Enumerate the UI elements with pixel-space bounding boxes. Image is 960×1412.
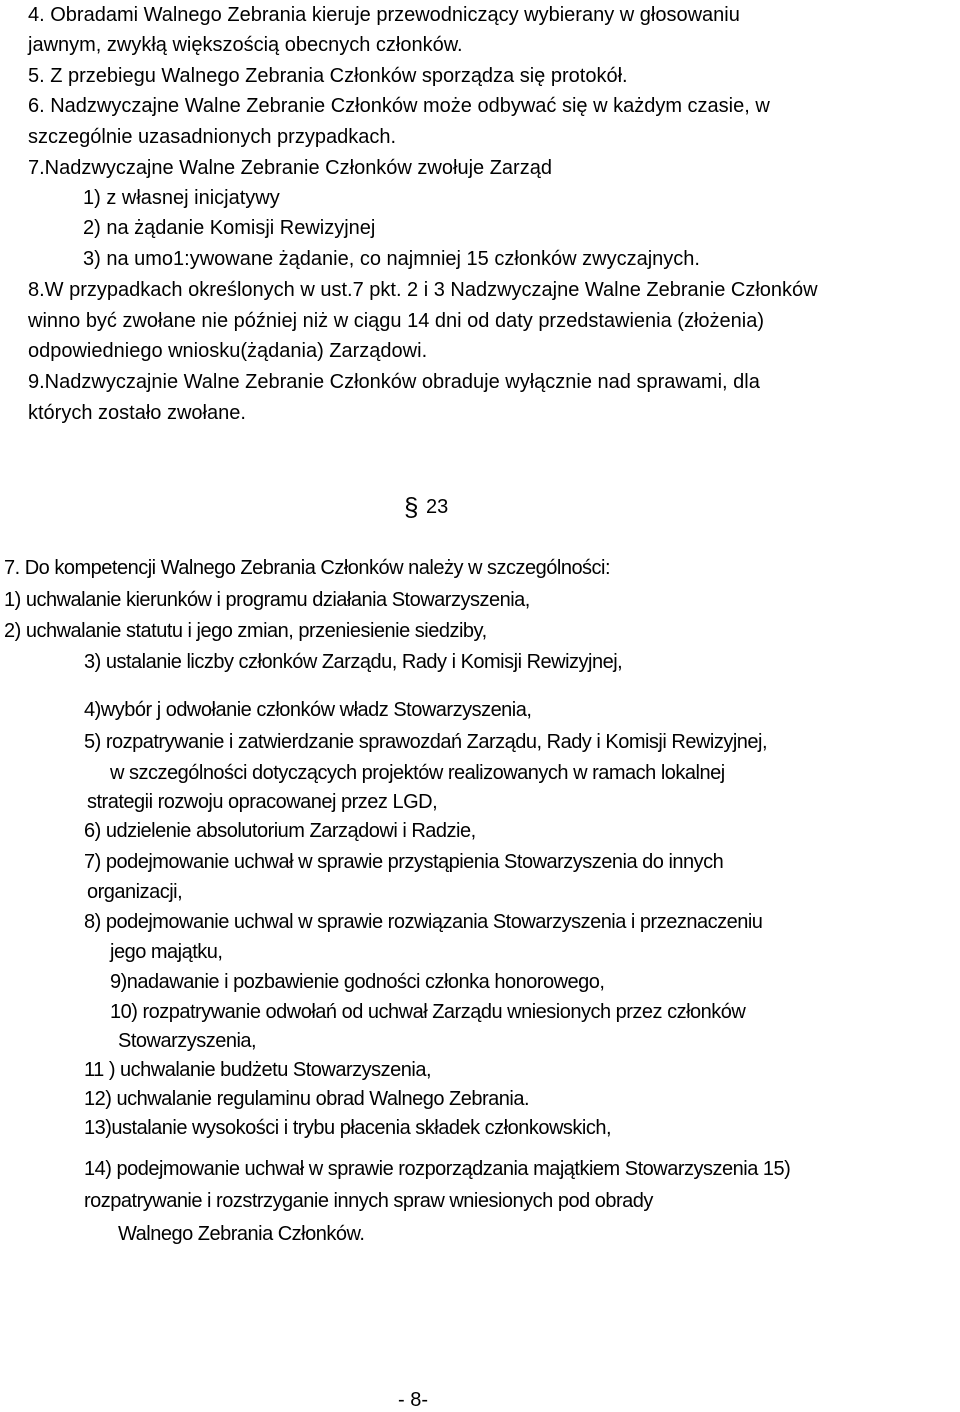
paragraph-8-line-3: odpowiedniego wniosku(żądania) Zarządowi. xyxy=(28,340,428,362)
competence-item-4: 4)wybór j odwołanie członków władz Stowarzyszenia, xyxy=(84,699,532,721)
competence-item-12: 12) uchwalanie regulaminu obrad Walnego Zebrania. xyxy=(84,1088,530,1110)
competence-item-2: 2) uchwalanie statutu i jego zmian, przeniesienie siedziby, xyxy=(4,620,487,642)
competence-item-11: 11 ) uchwalanie budżetu Stowarzyszenia, xyxy=(84,1059,432,1081)
paragraph-6-line-1: 6. Nadzwyczajne Walne Zebranie Członków może odbywać się w każdym czasie, w xyxy=(28,95,770,117)
paragraph-7-item-2: 2) na żądanie Komisji Rewizyjnej xyxy=(83,217,376,239)
competence-item-9: 9)nadawanie i pozbawienie godności członka honorowego, xyxy=(110,971,605,993)
competences-intro: 7. Do kompetencji Walnego Zebrania Członków należy w szczególności: xyxy=(4,557,611,579)
competence-item-5-line-1: 5) rozpatrywanie i zatwierdzanie sprawozdań Zarządu, Rady i Komisji Rewizyjnej, xyxy=(84,731,768,753)
paragraph-8-line-2: winno być zwołane nie później niż w ciągu 14 dni od daty przedstawienia (złożenia) xyxy=(28,310,764,332)
paragraph-5: 5. Z przebiegu Walnego Zebrania Członków sporządza się protokół. xyxy=(28,65,628,87)
competence-item-14-line-1: 14) podejmowanie uchwał w sprawie rozporządzania majątkiem Stowarzyszenia 15) xyxy=(84,1158,791,1180)
paragraph-6-line-2: szczególnie uzasadnionych przypadkach. xyxy=(28,126,396,148)
competence-item-8-line-2: jego majątku, xyxy=(110,941,223,963)
section-sign-icon: § xyxy=(404,492,419,522)
paragraph-4-line-1: 4. Obradami Walnego Zebrania kieruje przewodniczący wybierany w głosowaniu xyxy=(28,4,740,26)
paragraph-7-item-1: 1) z własnej inicjatywy xyxy=(83,187,280,209)
competence-item-10-line-2: Stowarzyszenia, xyxy=(118,1030,257,1052)
paragraph-9-line-1: 9.Nadzwyczajnie Walne Zebranie Członków obraduje wyłącznie nad sprawami, dla xyxy=(28,371,760,393)
competence-item-6: 6) udzielenie absolutorium Zarządowi i Radzie, xyxy=(84,820,476,842)
paragraph-number: 23 xyxy=(426,496,449,518)
paragraph-9-line-2: których zostało zwołane. xyxy=(28,402,246,424)
competence-item-7-line-2: organizacji, xyxy=(87,881,183,903)
competence-item-13: 13)ustalanie wysokości i trybu płacenia składek członkowskich, xyxy=(84,1117,612,1139)
competence-item-10-line-1: 10) rozpatrywanie odwołań od uchwał Zarządu wniesionych przez członków xyxy=(110,1001,746,1023)
paragraph-8-line-1: 8.W przypadkach określonych w ust.7 pkt. 2 i 3 Nadzwyczajne Walne Zebranie Członków xyxy=(28,279,818,301)
competence-item-7-line-1: 7) podejmowanie uchwał w sprawie przystąpienia Stowarzyszenia do innych xyxy=(84,851,724,873)
paragraph-7-item-3: 3) na umo1:ywowane żądanie, co najmniej 15 członków zwyczajnych. xyxy=(83,248,700,270)
competence-item-5-line-2: w szczególności dotyczących projektów realizowanych w ramach lokalnej xyxy=(110,762,725,784)
competence-item-8-line-1: 8) podejmowanie uchwal w sprawie rozwiązania Stowarzyszenia i przeznaczeniu xyxy=(84,911,763,933)
competence-item-1: 1) uchwalanie kierunków i programu działania Stowarzyszenia, xyxy=(4,589,530,611)
page-number: - 8- xyxy=(398,1389,428,1411)
paragraph-7-heading: 7.Nadzwyczajne Walne Zebranie Członków zwołuje Zarząd xyxy=(28,157,552,179)
competence-item-14-line-3: Walnego Zebrania Członków. xyxy=(118,1223,365,1245)
competence-item-5-line-3: strategii rozwoju opracowanej przez LGD, xyxy=(87,791,438,813)
competence-item-14-line-2: rozpatrywanie i rozstrzyganie innych spraw wniesionych pod obrady xyxy=(84,1190,653,1212)
competence-item-3: 3) ustalanie liczby członków Zarządu, Rady i Komisji Rewizyjnej, xyxy=(84,651,623,673)
paragraph-4-line-2: jawnym, zwykłą większością obecnych członków. xyxy=(28,34,463,56)
